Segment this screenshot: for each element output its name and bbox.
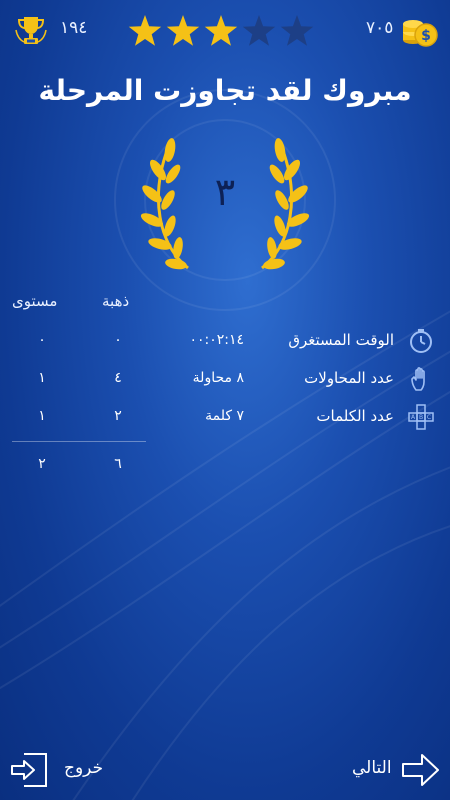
svg-text:A: A bbox=[410, 414, 416, 421]
stat-level: ٠ bbox=[38, 332, 46, 348]
stat-level: ١ bbox=[38, 408, 46, 424]
stat-gold: ٢ bbox=[114, 408, 122, 424]
hand-icon bbox=[408, 366, 434, 392]
coins-icon bbox=[400, 14, 438, 48]
star-empty-icon bbox=[281, 15, 313, 46]
abc-cross-icon bbox=[408, 404, 434, 430]
rating-stars bbox=[126, 10, 320, 54]
exit-label: خروج bbox=[64, 758, 104, 778]
star-empty-icon bbox=[243, 15, 275, 46]
total-gold: ٦ bbox=[114, 456, 122, 472]
stat-label: الوقت المستغرق bbox=[288, 331, 394, 349]
stat-row-attempts bbox=[0, 364, 450, 396]
svg-text:$: $ bbox=[421, 28, 431, 44]
coin-count: ٧٠٥ bbox=[366, 18, 394, 38]
total-level: ٢ bbox=[38, 456, 46, 472]
arrow-right-icon bbox=[400, 750, 440, 790]
star-filled-icon bbox=[167, 15, 199, 46]
stat-value: ٠٠:٠٢:١٤ bbox=[189, 332, 244, 348]
stopwatch-icon bbox=[408, 328, 434, 354]
exit-door-icon bbox=[10, 750, 50, 790]
trophy-count: ١٩٤ bbox=[60, 18, 88, 38]
level-column-header: مستوى bbox=[12, 292, 58, 310]
stat-value: ٧ كلمة bbox=[205, 408, 244, 424]
level-number: ٣ bbox=[214, 170, 236, 214]
next-button[interactable] bbox=[346, 748, 442, 794]
stat-gold: ٠ bbox=[114, 332, 122, 348]
stat-row-words bbox=[0, 402, 450, 434]
exit-button[interactable] bbox=[10, 748, 120, 794]
gold-column-header: ذهبة bbox=[102, 292, 130, 310]
svg-text:C: C bbox=[426, 414, 432, 421]
stat-gold: ٤ bbox=[114, 370, 122, 386]
star-filled-icon bbox=[129, 15, 161, 46]
stat-label: عدد المحاولات bbox=[304, 369, 394, 387]
congrats-title: مبروك لقد تجاوزت المرحلة bbox=[38, 74, 412, 107]
next-label: التالي bbox=[352, 758, 392, 778]
trophy-icon bbox=[14, 14, 48, 46]
stat-value: ٨ محاولة bbox=[192, 370, 244, 386]
totals-divider bbox=[12, 441, 146, 442]
stat-label: عدد الكلمات bbox=[316, 407, 394, 425]
stat-level: ١ bbox=[38, 370, 46, 386]
star-filled-icon bbox=[205, 15, 237, 46]
stat-row-time bbox=[0, 326, 450, 358]
top-bar bbox=[0, 0, 450, 64]
svg-text:B: B bbox=[418, 414, 424, 421]
